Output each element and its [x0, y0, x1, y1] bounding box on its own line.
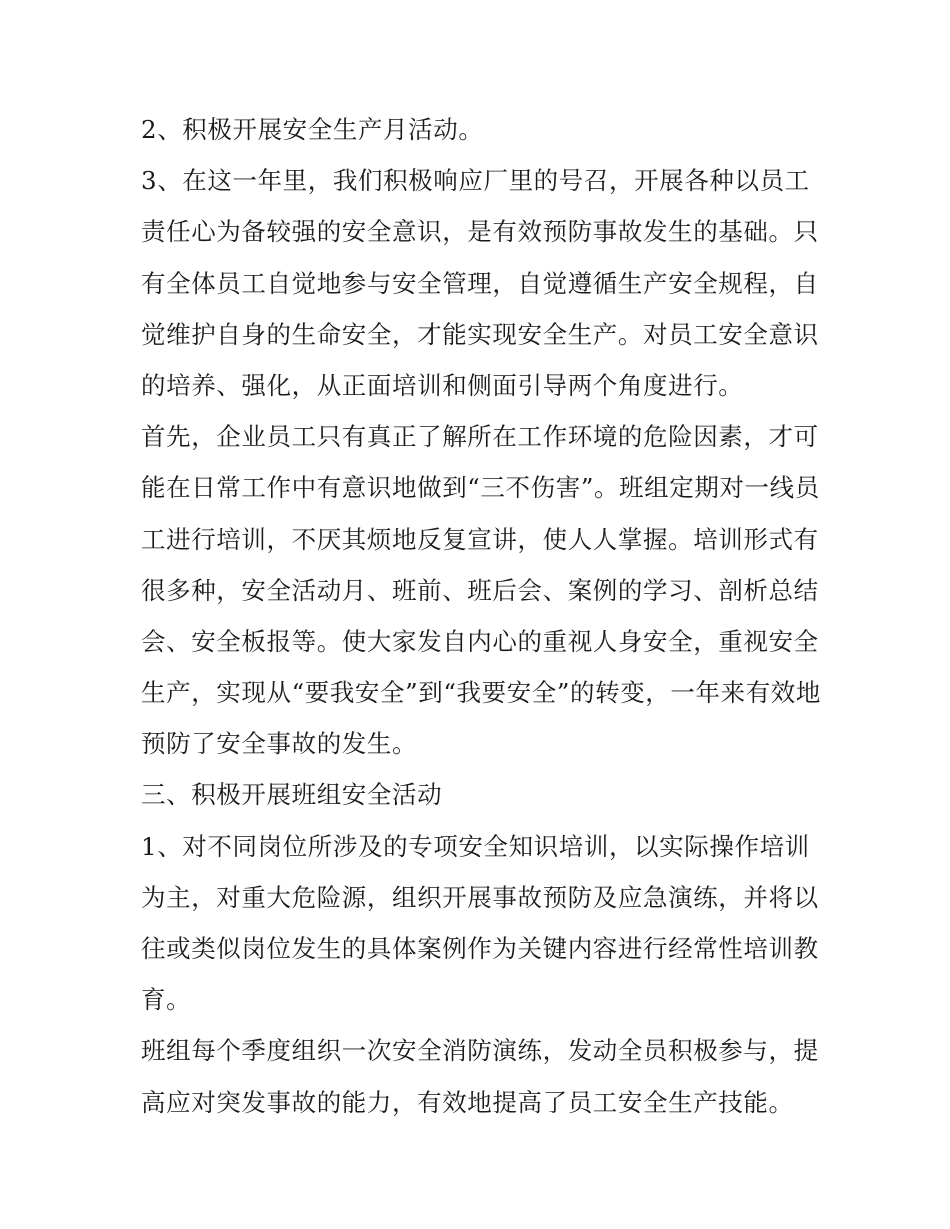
text-line: 高应对突发事故的能力，有效地提高了员工安全生产技能。 — [141, 1087, 794, 1117]
text-line: 2、积极开展安全生产月活动。 — [141, 115, 484, 144]
text-line: 觉维护自身的生命安全，才能实现安全生产。对员工安全意识 — [141, 319, 819, 349]
text-line: 很多种，安全活动月、班前、班后会、案例的学习、剖析总结 — [141, 575, 819, 605]
text-line: 首先，企业员工只有真正了解所在工作环境的危险因素，才可 — [141, 422, 819, 452]
document-body — [141, 104, 821, 1128]
text-line: 会、安全板报等。使大家发自内心的重视人身安全，重视安全 — [141, 626, 819, 656]
section-heading: 三、积极开展班组安全活动 — [141, 780, 443, 810]
text-line: 预防了安全事故的发生。 — [141, 729, 418, 759]
text-line: 3、在这一年里，我们积极响应厂里的号召，开展各种以员工 — [141, 166, 810, 196]
text-line: 责任心为备较强的安全意识，是有效预防事故发生的基础。只 — [141, 217, 819, 247]
text-line: 工进行培训，不厌其烦地反复宣讲，使人人掌握。培训形式有 — [141, 524, 819, 554]
text-line: 有全体员工自觉地参与安全管理，自觉遵循生产安全规程，自 — [141, 268, 819, 298]
text-line: 班组每个季度组织一次安全消防演练，发动全员积极参与，提 — [141, 1036, 819, 1066]
text-line: 1、对不同岗位所涉及的专项安全知识培训，以实际操作培训 — [141, 831, 810, 861]
text-line: 育。 — [141, 985, 192, 1015]
text-line: 能在日常工作中有意识地做到“三不伤害”。班组定期对一线员 — [141, 473, 820, 503]
text-line: 往或类似岗位发生的具体案例作为关键内容进行经常性培训教 — [141, 934, 819, 963]
text-line: 的培养、强化，从正面培训和侧面引导两个角度进行。 — [141, 370, 744, 400]
text-line: 为主，对重大危险源，组织开展事故预防及应急演练，并将以 — [141, 882, 819, 912]
text-line: 生产，实现从“要我安全”到“我要安全”的转变，一年来有效地 — [141, 678, 821, 708]
